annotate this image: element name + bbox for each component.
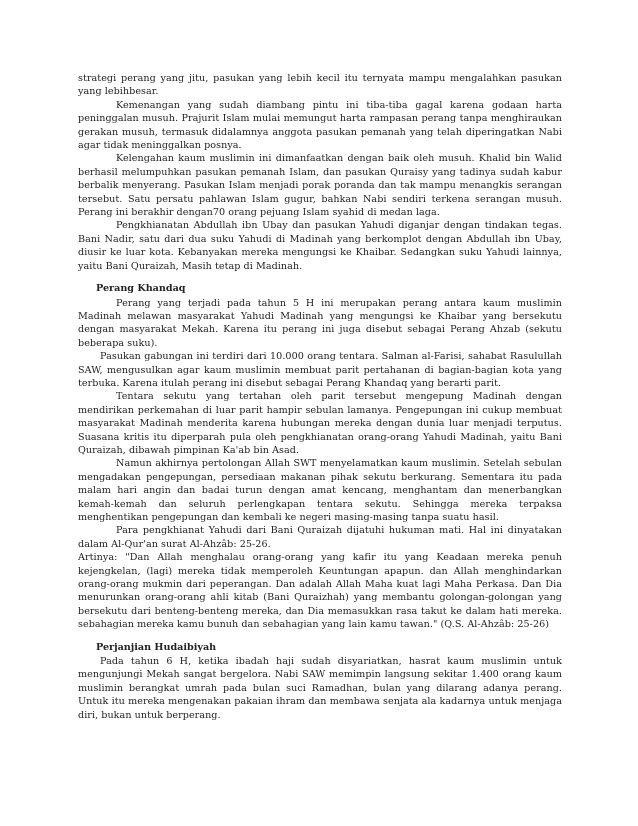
- paragraph: Namun akhirnya pertolongan Allah SWT menyelamatkan kaum muslimin. Setelah sebulan mengadakan pengepungan, persediaan makanan pihak sekutu berkurang. Sementara itu pada malam hari angin dan badai turun dengan amat kencang, menghantam dan menerbangkan kemah-kemah dan seluruh perlengkapan tentara sekutu. Sehingga mereka terpaksa menghentikan pengepungan dan kembali ke negeri masing-masing tanpa suatu hasil.: [78, 458, 562, 523]
- paragraph: Para pengkhianat Yahudi dari Bani Quraizah dijatuhi hukuman mati. Hal ini dinyatakan dalam Al-Qur'an surat Al-Ahzâb: 25-26.: [78, 525, 562, 550]
- paragraph: Kelengahan kaum muslimin ini dimanfaatkan dengan baik oleh musuh. Khalid bin Walid berhasil melumpuhkan pasukan pemanah Islam, dan pasukan Quraisy yang tadinya sudah kabur berbalik menyerang. Pasukan Islam menjadi porak poranda dan tak mampu menangkis serangan tersebut. Satu persatu pahlawan Islam gugur, bahkan Nabi sendiri terkena serangan musuh. Perang ini berakhir dengan70 orang pejuang Islam syahid di medan laga.: [78, 153, 562, 219]
- paragraph: Pasukan gabungan ini terdiri dari 10.000 orang tentara. Salman al-Farisi, sahabat Rasulullah SAW, mengusulkan agar kaum muslimin membuat parit pertahanan di bagian-bagian kota yang terbuka. Karena itulah perang ini disebut sebagai Perang Khandaq yang berarti parit.: [78, 351, 562, 389]
- quran-translation: Artinya: "Dan Allah menghalau orang-orang yang kafir itu yang Keadaan mereka penuh kejengkelan, (lagi) mereka tidak memperoleh Keuntungan apapun. dan Allah menghindarkan orang-orang mukmin dari peperangan. Dan adalah Allah Maha kuat lagi Maha Perkasa. Dan Dia menurunkan orang-orang ahli kitab (Bani Quraizhah) yang membantu golongan-golongan yang bersekutu dari benteng-benteng mereka, dan Dia memasukkan rasa takut ke dalam hati mereka. sebahagian mereka kamu bunuh dan sebahagian yang lain kamu tawan." (Q.S. Al-Ahzâb: 25-26): [78, 552, 562, 631]
- paragraph: Perang yang terjadi pada tahun 5 H ini merupakan perang antara kaum muslimin Madinah melawan masyarakat Yahudi Madinah yang mengungsi ke Khaibar yang bersekutu dengan masyarakat Mekah. Karena itu perang ini juga disebut sebagai Perang Ahzab (sekutu beberapa suku).: [78, 297, 562, 349]
- section-heading-khandaq: Perang Khandaq: [96, 283, 186, 295]
- section-heading-hudaibiyah: Perjanjian Hudaibiyah: [96, 641, 217, 653]
- paragraph: Kemenangan yang sudah diambang pintu ini tiba-tiba gagal karena godaan harta peninggalan musuh. Prajurit Islam mulai memungut harta rampasan perang tanpa menghiraukan gerakan musuh, termasuk didalamnya anggota pasukan pemanah yang telah diperingatkan Nabi agar tidak meninggalkan posnya.: [78, 99, 562, 152]
- paragraph: Pada tahun 6 H, ketika ibadah haji sudah disyariatkan, hasrat kaum muslimin untuk mengunjungi Mekah sangat bergelora. Nabi SAW memimpin langsung sekitar 1.400 orang kaum muslimin berangkat umrah pada bulan suci Ramadhan, bulan yang dilarang adanya perang. Untuk itu mereka mengenakan pakaian ihram dan membawa senjata ala kadarnya untuk menjaga diri, bukan untuk berperang.: [78, 656, 562, 721]
- paragraph: Pengkhianatan Abdullah ibn Ubay dan pasukan Yahudi diganjar dengan tindakan tegas. Bani Nadir, satu dari dua suku Yahudi di Madinah yang berkomplot dengan Abdullah ibn Ubay, diusir ke luar kota. Kebanyakan mereka mengungsi ke Khaibar. Sedangkan suku Yahudi lainnya, yaitu Bani Quraizah, Masih tetap di Madinah.: [78, 220, 562, 272]
- paragraph: strategi perang yang jitu, pasukan yang lebih kecil itu ternyata mampu mengalahkan pasukan yang lebihbesar.: [78, 73, 562, 98]
- paragraph: Tentara sekutu yang tertahan oleh parit tersebut mengepung Madinah dengan mendirikan perkemahan di luar parit hampir sebulan lamanya. Pengepungan ini cukup membuat masyarakat Madinah menderita karena hubungan mereka dengan dunia luar menjadi terputus. Suasana kritis itu diperparah pula oleh pengkhianatan orang-orang Yahudi Madinah, yaitu Bani Quraizah, dibawah pimpinan Ka'ab bin Asad.: [78, 391, 562, 456]
